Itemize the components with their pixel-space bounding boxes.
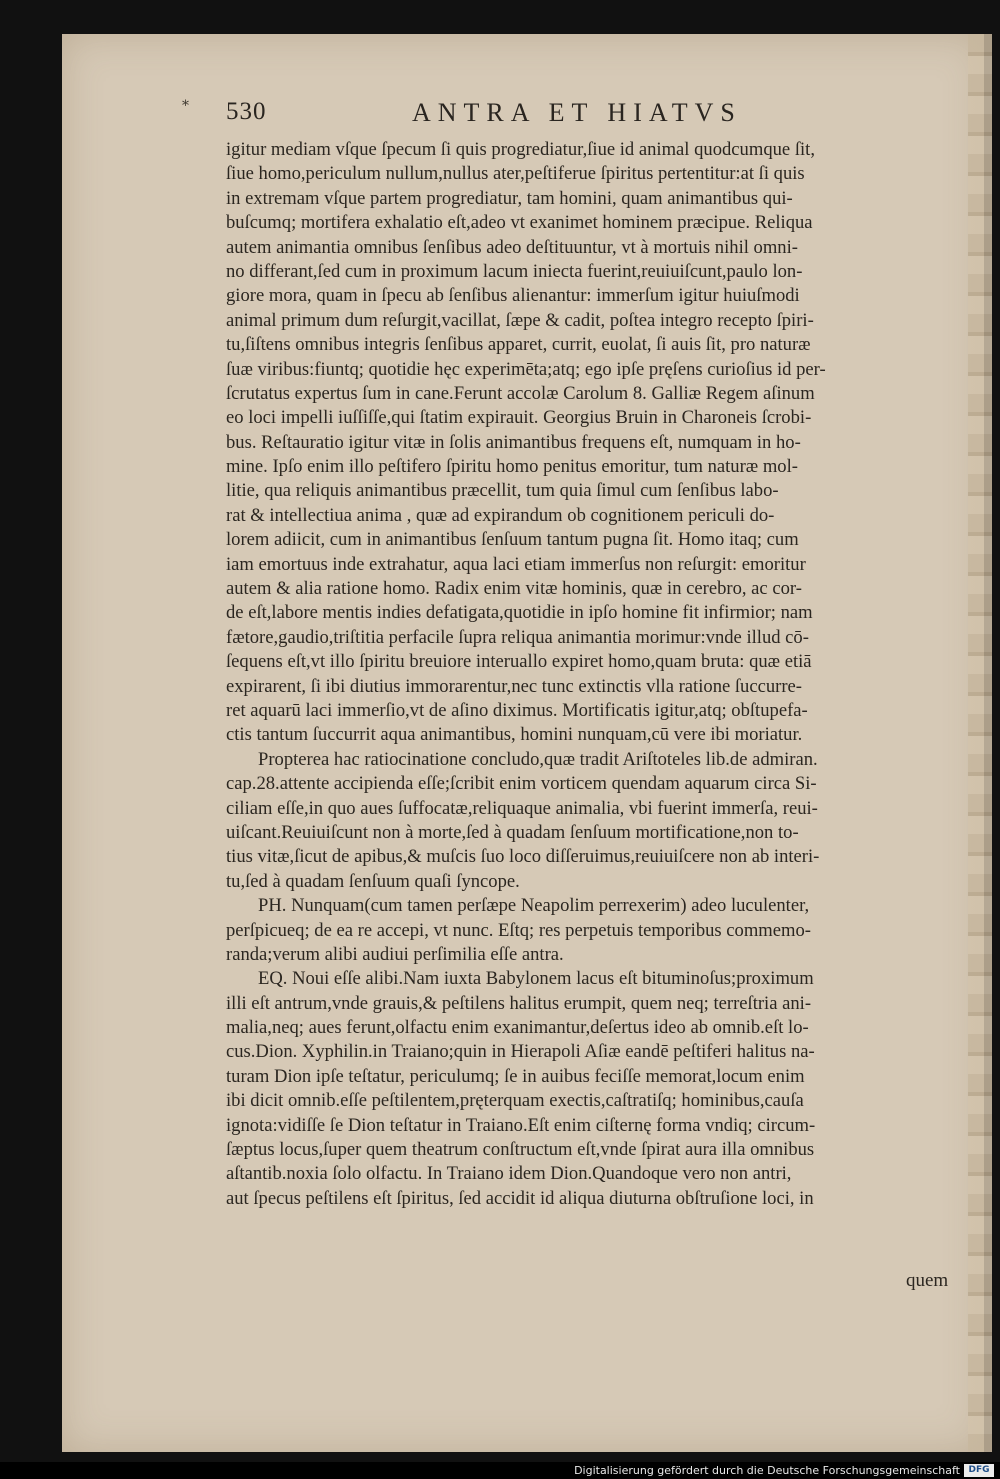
text-line: giore mora, quam in ſpecu ab ſenſibus alienantur: immerſum igitur huiuſmodi xyxy=(226,285,800,307)
text-line: PH. Nunquam(cum tamen perſæpe Neapolim perrexerim) adeo luculenter, xyxy=(258,895,810,917)
text-line: cap.28.attente accipienda eſſe;ſcribit enim vorticem quendam aquarum circa Si- xyxy=(226,773,817,795)
text-line: perſpicueq; de ea re accepi, vt nunc. Eſtq; res perpetuis temporibus commemo- xyxy=(226,919,811,941)
text-line: autem animantia omnibus ſenſibus adeo deſtituuntur, vt à mortuis nihil omni- xyxy=(226,236,798,258)
text-line: litie, qua reliquis animantibus præcellit, tum quia ſimul cum ſenſibus labo- xyxy=(226,480,779,502)
footer-credit: Digitalisierung gefördert durch die Deutsche Forschungsgemeinschaft xyxy=(574,1464,960,1477)
text-line: iam emortuus inde extrahatur, aqua laci etiam immerſus non reſurgit: emoritur xyxy=(226,553,806,575)
text-line: EQ. Noui eſſe alibi.Nam iuxta Babylonem lacus eſt bituminoſus;proximum xyxy=(258,968,814,990)
text-line: bus. Reſtauratio igitur vitæ in ſolis animantibus frequens eſt, numquam in ho- xyxy=(226,431,801,453)
text-line: fætore,gaudio,triſtitia perfacile ſupra reliqua animantia morimur:vnde illud cō- xyxy=(226,626,809,648)
text-line: illi eſt antrum,vnde grauis,& peſtilens halitus erumpit, quem neq; terreſtria ani- xyxy=(226,992,812,1014)
text-line: animal primum dum reſurgit,vacillat, ſæpe & cadit, poſtea integro recepto ſpiri- xyxy=(226,309,814,331)
dfg-logo: DFG xyxy=(964,1464,994,1477)
text-line: buſcumq; mortifera exhalatio eſt,adeo vt exanimet hominem præcipue. Reliqua xyxy=(226,212,813,234)
page-edge xyxy=(968,34,992,1452)
ink-mark: * xyxy=(182,98,189,114)
text-line: ret aquarū laci immerſio,vt de aſino diximus. Mortificatis igitur,atq; obſtupefa- xyxy=(226,699,808,721)
text-line: autem & alia ratione homo. Radix enim vitæ hominis, quæ in cerebro, ac cor- xyxy=(226,578,802,600)
text-line: no differant,ſed cum in proximum lacum iniecta fuerint,reuiuiſcunt,paulo lon- xyxy=(226,260,803,282)
catchword: quem xyxy=(906,1270,949,1291)
text-line: ignota:vidiſſe ſe Dion teſtatur in Traiano.Eſt enim ciſternę forma vndiq; circum- xyxy=(226,1114,816,1136)
text-line: expirarent, ſi ibi diutius immorarentur,nec tunc extinctis vlla ratione ſuccurre- xyxy=(226,675,802,697)
text-line: mine. Ipſo enim illo peſtifero ſpiritu homo penitus emoritur, tum naturæ mol- xyxy=(226,456,798,478)
text-line: Propterea hac ratiocinatione concludo,quæ tradit Ariſtoteles lib.de admiran. xyxy=(258,748,818,770)
text-line: tius vitæ,ſicut de apibus,& muſcis ſuo loco diſſeruimus,reuiuiſcere non ab interi- xyxy=(226,846,820,868)
text-line: de eſt,labore mentis indies defatigata,quotidie in ipſo homine fit infirmior; nam xyxy=(226,602,813,624)
running-head xyxy=(226,98,926,138)
text-line: ciliam eſſe,in quo aues ſuffocatæ,reliquaque animalia, vbi fuerint immerſa, reui- xyxy=(226,797,818,819)
text-line: tu,ſed à quadam ſenſuum quaſi ſyncope. xyxy=(226,870,520,892)
running-title: ANTRA ET HIATVS xyxy=(412,98,742,127)
text-line: rat & intellectiua anima , quæ ad expirandum ob cognitionem periculi do- xyxy=(226,504,775,526)
text-line: ibi dicit omnib.eſſe peſtilentem,pręterquam exectis,caſtratiſq; hominibus,cauſa xyxy=(226,1090,804,1112)
text-line: in extremam vſque partem progrediatur, tam homini, quam animantibus qui- xyxy=(226,187,793,209)
text-line: turam Dion ipſe teſtatur, periculumq; ſe in auibus feciſſe memorat,locum enim xyxy=(226,1065,805,1087)
text-line: randa;verum alibi audiui perſimilia eſſe antra. xyxy=(226,943,564,965)
text-line: ſiue homo,periculum nullum,nullus ater,peſtiferue ſpiritus pertentitur:at ſi quis xyxy=(226,163,805,185)
text-line: tu,ſiſtens omnibus integris ſenſibus apparet, currit, euolat, ſi auis ſit, pro naturæ xyxy=(226,334,811,356)
text-line: ſcrutatus expertus ſum in cane.Ferunt accolæ Carolum 8. Galliæ Regem aſinum xyxy=(226,382,815,404)
text-line: aſtantib.noxia ſolo olfactu. In Traiano idem Dion.Quandoque vero non antri, xyxy=(226,1163,792,1185)
text-line: malia,neq; aues ferunt,olfactu enim exanimantur,deſertus ideo ab omnib.eſt lo- xyxy=(226,1017,809,1039)
text-line: cus.Dion. Xyphilin.in Traiano;quin in Hierapoli Aſiæ eandē peſtiferi halitus na- xyxy=(226,1041,815,1063)
text-line: ſæptus locus,ſuper quem theatrum conſtructum eſt,vnde ſpirat aura illa omnibus xyxy=(226,1139,815,1161)
text-line: igitur mediam vſque ſpecum ſi quis progrediatur,ſiue id animal quodcumque ſit, xyxy=(226,139,815,160)
body-text xyxy=(226,138,968,1211)
text-line: lorem adiicit, cum in animantibus ſenſuum tantum pugna ſit. Homo itaq; cum xyxy=(226,529,799,551)
page-number: 530 xyxy=(226,98,267,125)
text-line: aut ſpecus peſtilens eſt ſpiritus, ſed accidit id aliqua diuturna obſtruſione loci, in xyxy=(226,1187,814,1209)
text-line: uiſcant.Reuiuiſcunt non à morte,ſed à quadam ſenſuum mortificatione,non to- xyxy=(226,821,799,843)
text-line: ſequens eſt,vt illo ſpiritu breuiore interuallo expiret homo,quam bruta: quæ etiā xyxy=(226,651,812,673)
text-line: ctis tantum ſuccurrit aqua animantibus, homini nunquam,cū vere ibi moriatur. xyxy=(226,724,803,746)
text-line: eo loci impelli iuſſiſſe,qui ſtatim expirauit. Georgius Bruin in Charoneis ſcrobi- xyxy=(226,407,812,429)
text-line: ſuæ viribus:fiuntq; quotidie hęc experimēta;atq; ego ipſe pręſens curioſius id per- xyxy=(226,358,826,380)
